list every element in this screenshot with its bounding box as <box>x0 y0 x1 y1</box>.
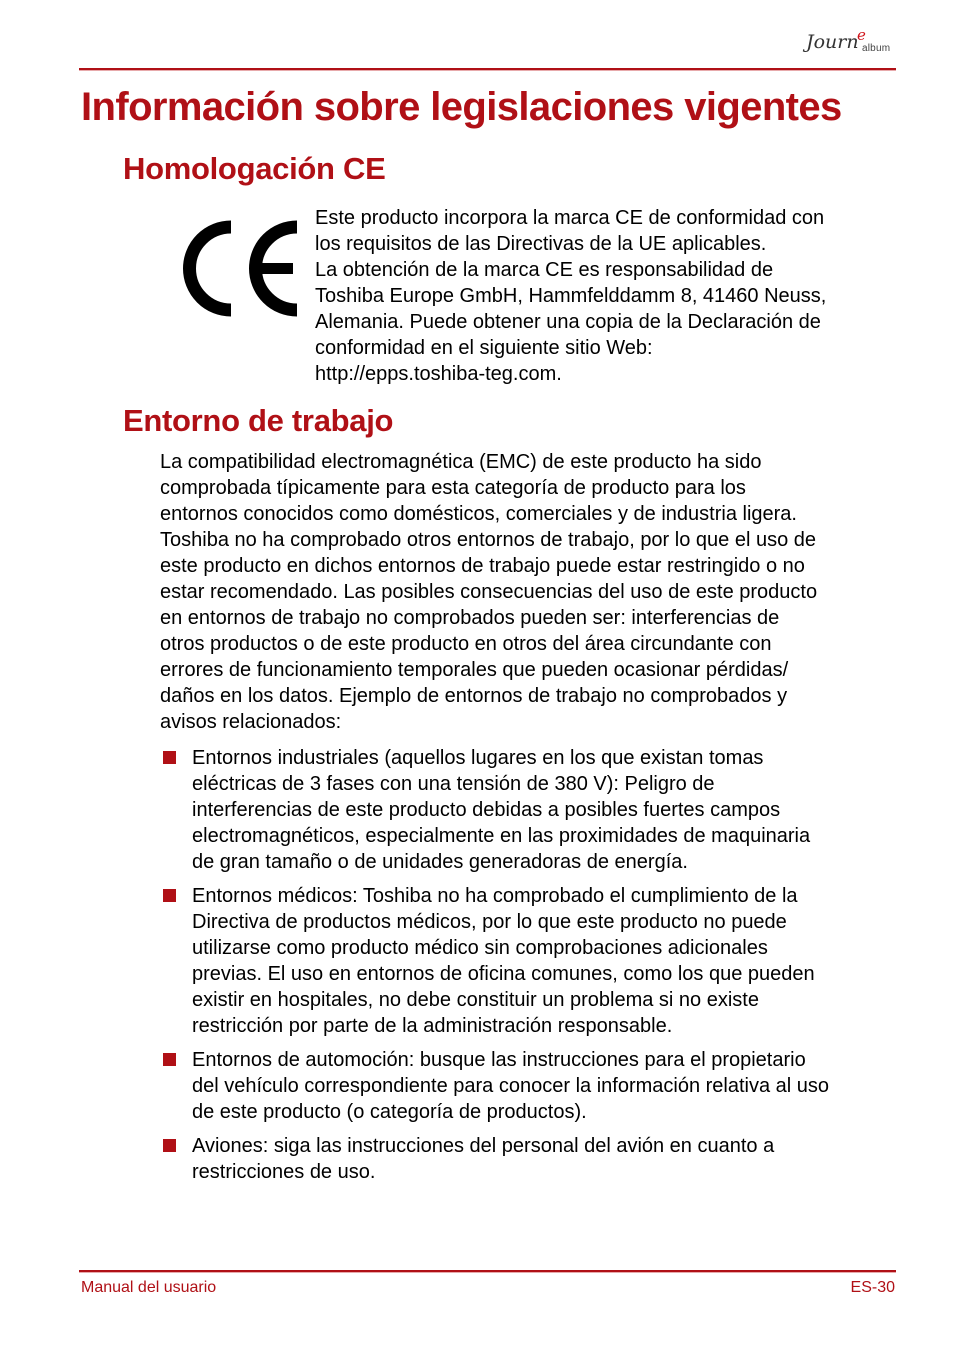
environment-list <box>160 745 900 1193</box>
page-title: Información sobre legislaciones vigentes <box>81 85 842 129</box>
svg-text:Journ: Journ <box>806 31 859 53</box>
square-bullet-icon <box>163 889 176 902</box>
list-item: Aviones: siga las instrucciones del personal del avión en cuanto a restricciones de uso. <box>160 1133 900 1185</box>
journe-logo-icon <box>800 18 900 64</box>
environment-intro: La compatibilidad electromagnética (EMC) de este producto ha sido comprobada típicamente para esta categoría de producto para los entornos conocidos como domésticos, comerciales y de industria ligera. Toshiba no ha comprobado otros entornos de trabajo, por lo que el uso de este producto en dichos entornos de trabajo puede estar restringido o no estar recomendado. Las posibles consecuencias del uso de este producto en entornos de trabajo no comprobados pueden ser: interferencias de otros productos o de este producto en otros del área circundante con errores de funcionamiento temporales que pueden ocasionar pérdidas/ daños en los datos. Ejemplo de entornos de trabajo no comprobados y avisos relacionados: <box>160 451 818 733</box>
square-bullet-icon <box>163 751 176 764</box>
footer-rule <box>79 1270 896 1272</box>
square-bullet-icon <box>163 1139 176 1152</box>
ce-mark-icon <box>164 220 299 317</box>
ce-description: Este producto incorpora la marca CE de conformidad con los requisitos de las Directivas de la UE aplicables. La obtención de la marca CE es responsabilidad de Toshiba Europe GmbH, Hammfelddamm 8, 41460 Neuss, Alemania. Puede obtener una copia de la Declaración de conformidad en el siguiente sitio Web: http://epps.toshiba-teg.com. <box>315 207 827 385</box>
page-number: ES-30 <box>850 1279 895 1296</box>
footer-manual-title: Manual del usuario <box>81 1279 217 1296</box>
header-rule <box>79 68 896 70</box>
journe-album-logo <box>800 18 900 64</box>
section-heading-ce: Homologación CE <box>123 151 386 186</box>
square-bullet-icon <box>163 1053 176 1066</box>
list-item: Entornos de automoción: busque las instrucciones para el propietario del vehículo correspondiente para conocer la información relativa al uso de este producto (o categoría de productos). <box>160 1047 900 1125</box>
declaration-url: http://epps.toshiba-teg.com. <box>315 363 562 385</box>
list-item: Entornos industriales (aquellos lugares en los que existan tomas eléctricas de 3 fases con una tensión de 380 V): Peligro de interferencias de este producto debidas a posibles fuertes campos electromagnéticos, especialmente en las proximidades de maquinaria de gran tamaño o de unidades generadoras de energía. <box>160 745 900 875</box>
section-heading-environment: Entorno de trabajo <box>123 403 394 438</box>
svg-text:e: e <box>857 26 866 44</box>
logo-subtext: album <box>862 43 891 54</box>
list-item: Entornos médicos: Toshiba no ha comprobado el cumplimiento de la Directiva de productos médicos, por lo que este producto no puede utilizarse como producto médico sin comprobaciones adicionales previas. El uso en entornos de oficina comunes, como los que pueden existir en hospitales, no debe constituir un problema si no existe restricción por parte de la administración responsable. <box>160 883 900 1039</box>
